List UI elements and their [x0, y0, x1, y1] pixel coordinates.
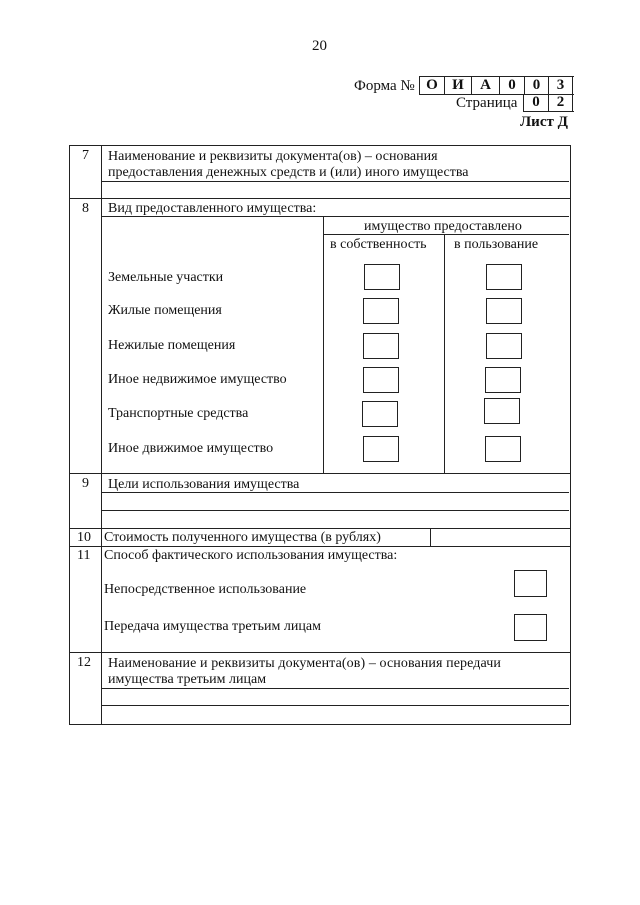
- row-8-title: Вид предоставленного имущества:: [108, 201, 317, 216]
- form-code: [419, 76, 574, 95]
- checkbox-other-real-estate-use[interactable]: [485, 367, 521, 393]
- form-label: Форма №: [354, 78, 415, 94]
- usage-option-direct: Непосредственное использование: [104, 582, 307, 597]
- page-code-cell: 0: [524, 94, 549, 111]
- usage-option-transfer: Передача имущества третьим лицам: [104, 619, 321, 634]
- page-code: [523, 94, 574, 112]
- use-column-divider: [444, 234, 445, 473]
- page-label: Страница: [456, 95, 518, 111]
- row-12-title: Наименование и реквизиты документа(ов) – основания передачи: [108, 656, 501, 671]
- number-column-divider: [101, 145, 102, 724]
- property-item-residential: Жилые помещения: [108, 303, 222, 318]
- form-code-cell: А: [472, 77, 500, 94]
- row-10-title: Стоимость полученного имущества (в рублях): [104, 530, 381, 545]
- property-provided-header-line: [323, 234, 569, 235]
- row-10-number: 10: [77, 530, 91, 545]
- row-9-entry-line[interactable]: [101, 510, 569, 511]
- row-7-number: 7: [82, 148, 89, 163]
- row-8-title-underline: [101, 216, 569, 217]
- row-9-entry-line[interactable]: [101, 492, 569, 493]
- page-number: 20: [312, 38, 327, 54]
- row-separator: [69, 546, 570, 547]
- checkbox-residential-use[interactable]: [486, 298, 522, 324]
- form-code-cell: И: [445, 77, 472, 94]
- column-ownership: в собственность: [330, 237, 427, 252]
- sheet-label: Лист Д: [520, 114, 568, 130]
- property-item-land: Земельные участки: [108, 270, 224, 285]
- checkbox-other-movable-ownership[interactable]: [363, 436, 399, 462]
- row-12-fill-line: [101, 688, 569, 689]
- row-separator: [69, 652, 570, 653]
- row-7-entry-line[interactable]: [101, 198, 569, 199]
- row-11-number: 11: [77, 548, 91, 563]
- row-7-title-line2: предоставления денежных средств и (или) иного имущества: [108, 165, 469, 180]
- property-item-nonresidential: Нежилые помещения: [108, 338, 236, 353]
- checkbox-nonresidential-ownership[interactable]: [363, 333, 399, 359]
- property-item-vehicles: Транспортные средства: [108, 406, 249, 421]
- row-12-title-line2: имущества третьим лицам: [108, 672, 267, 687]
- row-7-fill-line: [101, 181, 569, 182]
- checkbox-vehicles-use[interactable]: [484, 398, 520, 424]
- property-provided-header: имущество предоставлено: [364, 219, 522, 234]
- property-item-other-movable: Иное движимое имущество: [108, 441, 274, 456]
- checkbox-other-real-estate-ownership[interactable]: [363, 367, 399, 393]
- row-9-number: 9: [82, 476, 89, 491]
- checkbox-land-use[interactable]: [486, 264, 522, 290]
- property-value-field[interactable]: [431, 529, 568, 546]
- row-7-title: Наименование и реквизиты документа(ов) – основания: [108, 149, 438, 164]
- checkbox-nonresidential-use[interactable]: [486, 333, 522, 359]
- row-9-title: Цели использования имущества: [108, 477, 300, 492]
- form-code-cell: О: [420, 77, 445, 94]
- row-11-title: Способ фактического использования имущества:: [104, 548, 398, 563]
- checkbox-vehicles-ownership[interactable]: [362, 401, 398, 427]
- checkbox-residential-ownership[interactable]: [363, 298, 399, 324]
- row-12-entry-line[interactable]: [101, 705, 569, 706]
- checkbox-other-movable-use[interactable]: [485, 436, 521, 462]
- row-12-number: 12: [77, 655, 91, 670]
- own-column-divider: [323, 216, 324, 473]
- column-use: в пользование: [454, 237, 539, 252]
- row-separator: [69, 473, 570, 474]
- property-item-other-real-estate: Иное недвижимое имущество: [108, 372, 287, 387]
- checkbox-direct-use[interactable]: [514, 570, 547, 597]
- checkbox-land-ownership[interactable]: [364, 264, 400, 290]
- row-8-number: 8: [82, 201, 89, 216]
- form-code-cell: 3: [549, 77, 573, 94]
- form-code-cell: 0: [500, 77, 525, 94]
- form-code-cell: 0: [525, 77, 549, 94]
- checkbox-transfer-third-parties[interactable]: [514, 614, 547, 641]
- page-code-cell: 2: [549, 94, 573, 111]
